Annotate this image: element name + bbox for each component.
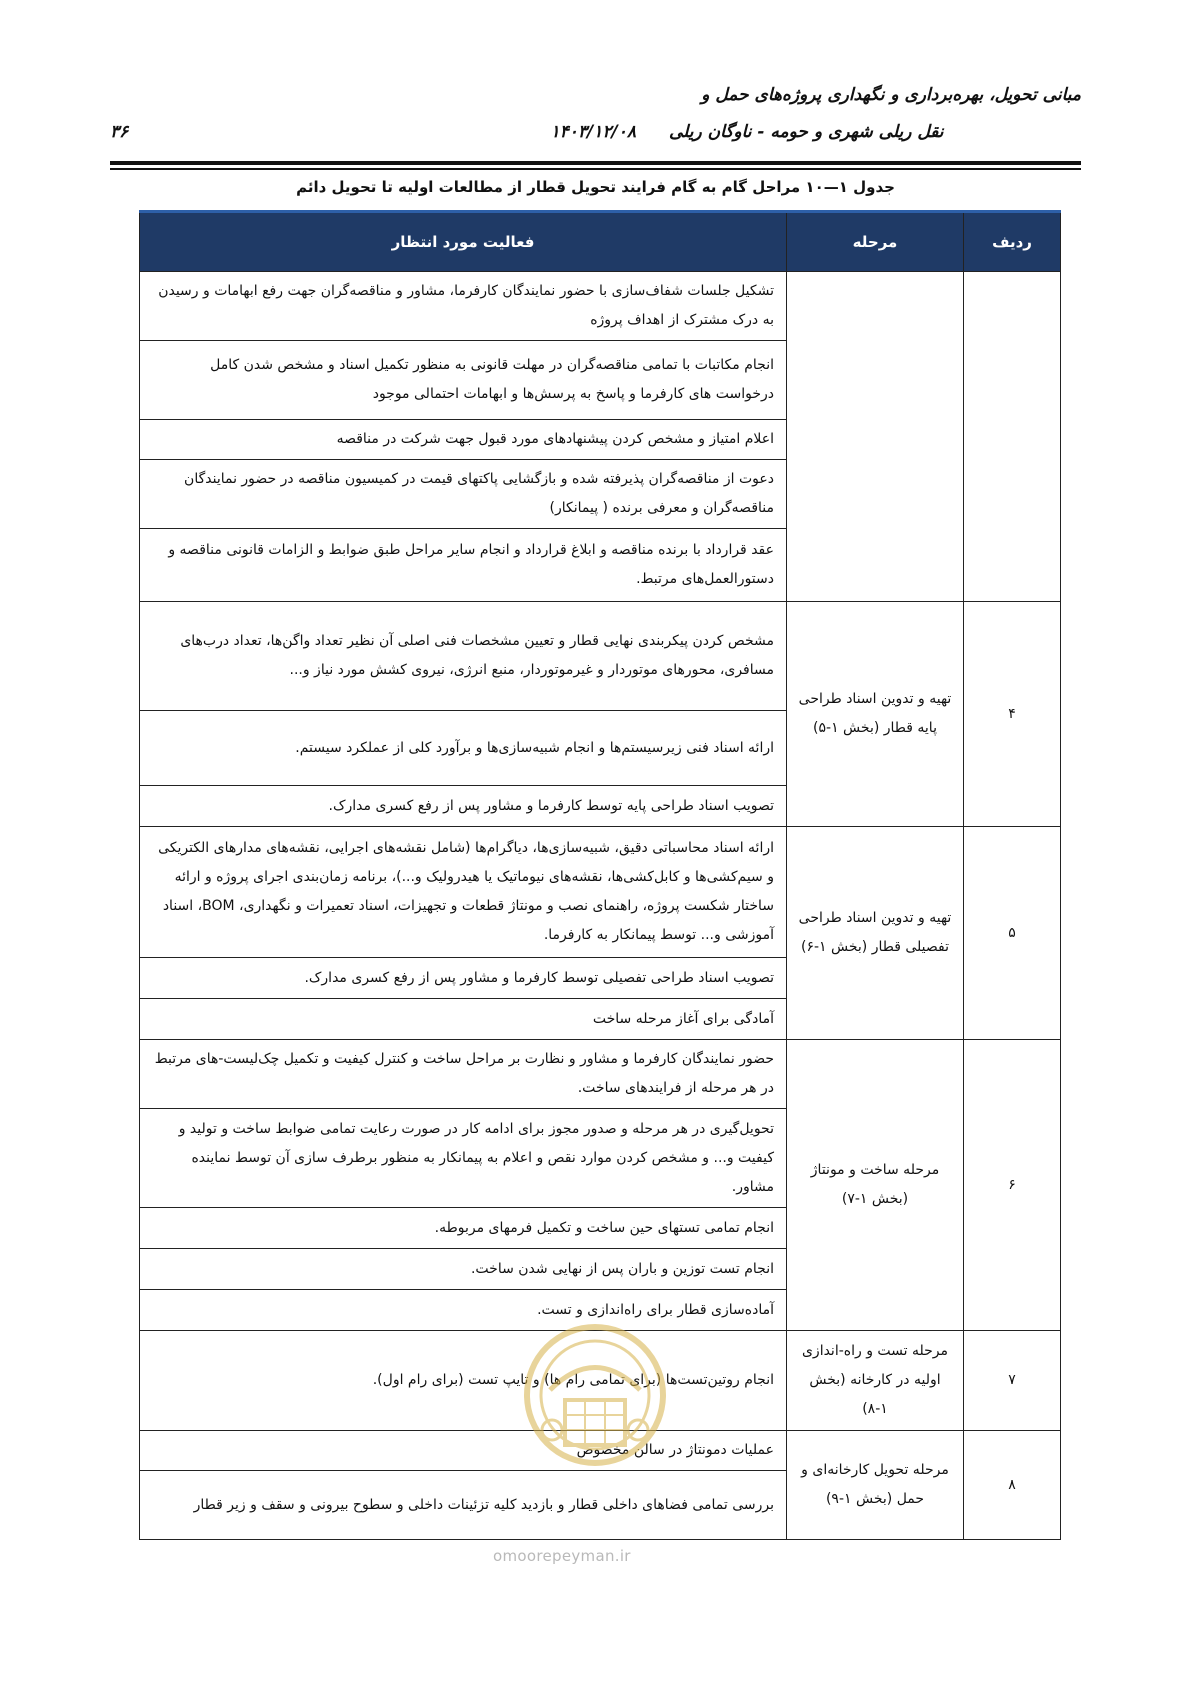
activity-cell: دعوت از مناقصه‌گران پذیرفته شده و بازگشایی پاکتهای قیمت در کمیسیون مناقصه در حضور نمایندگان مناقصه‌گران و معرفی برنده ( پیمانکار) <box>140 460 787 529</box>
stage-cell: مرحله ساخت و مونتاژ (بخش ۱-۷) <box>787 1040 964 1331</box>
activity-cell: آمادگی برای آغاز مرحله ساخت <box>140 999 787 1040</box>
activity-cell: اعلام امتیاز و مشخص کردن پیشنهادهای مورد قبول جهت شرکت در مناقصه <box>140 420 787 460</box>
table-header-row <box>140 212 1061 272</box>
activity-cell: انجام مکاتبات با تمامی مناقصه‌گران در مهلت قانونی به منظور تکمیل اسناد و مشخص شدن کامل درخواست های کارفرما و پاسخ به پرسش‌ها و ابهامات احتمالی موجود <box>140 341 787 420</box>
activity-cell: ارائه اسناد محاسباتی دقیق، شبیه‌سازی‌ها، دیاگرام‌ها (شامل نقشه‌های اجرایی، نقشه‌های مدارهای الکتریکی و سیم‌کشی‌ها و کابل‌کشی‌ها، نقشه‌های نیوماتیک یا هیدرولیک و...)، برنامه زمان‌بندی اجرای پروژه و ارائه ساختار شکست پروژه، راهنمای نصب و مونتاژ قطعات و تجهیزات، اسناد تعمیرات و نگهداری، BOM، اسناد آموزشی و... توسط پیمانکار به کارفرما. <box>140 827 787 958</box>
activity-cell: آماده‌سازی قطار برای راه‌اندازی و تست. <box>140 1290 787 1331</box>
row-number-cell: ۶ <box>964 1040 1061 1331</box>
page-header <box>110 75 1081 155</box>
header-stage: مرحله <box>787 212 964 272</box>
row-number-cell: ۷ <box>964 1331 1061 1431</box>
delivery-steps-table <box>139 210 1061 1540</box>
activity-cell: حضور نمایندگان کارفرما و مشاور و نظارت بر مراحل ساخت و کنترل کیفیت و تکمیل چک‌لیست-های مرتبط در هر مرحله از فرایندهای ساخت. <box>140 1040 787 1109</box>
document-title-line2: نقل ریلی شهری و حومه - ناوگان ریلی <box>669 122 944 142</box>
stage-cell: تهیه و تدوین اسناد طراحی پایه قطار (بخش ۱-۵) <box>787 602 964 827</box>
table-row <box>140 827 1061 958</box>
activity-cell: تصویب اسناد طراحی پایه توسط کارفرما و مشاور پس از رفع کسری مدارک. <box>140 786 787 827</box>
header-rule-thin <box>110 168 1081 170</box>
stage-cell: تهیه و تدوین اسناد طراحی تفصیلی قطار (بخش ۱-۶) <box>787 827 964 1040</box>
activity-cell: عقد قرارداد با برنده مناقصه و ابلاغ قرارداد و انجام سایر مراحل طبق ضوابط و الزامات قانونی مناقصه و دستورالعمل‌های مرتبط. <box>140 529 787 602</box>
watermark-url: omoorepeyman.ir <box>493 1547 631 1565</box>
activity-cell: عملیات دمونتاژ در سالن مخصوص <box>140 1431 787 1471</box>
row-number-cell: ۵ <box>964 827 1061 1040</box>
table-row <box>140 602 1061 711</box>
header-activity: فعالیت مورد انتظار <box>140 212 787 272</box>
activity-cell: مشخص کردن پیکربندی نهایی قطار و تعیین مشخصات فنی اصلی آن نظیر تعداد واگن‌ها، تعداد درب‌های مسافری، محورهای موتوردار و غیرموتوردار، منبع انرژی، نیروی کشش مورد نیاز و... <box>140 602 787 711</box>
table-row <box>140 1331 1061 1431</box>
activity-cell: انجام تست توزین و باران پس از نهایی شدن ساخت. <box>140 1249 787 1290</box>
activity-cell: انجام تمامی تستهای حین ساخت و تکمیل فرمهای مربوطه. <box>140 1208 787 1249</box>
table-caption: جدول ۱—۱۰ مراحل گام به گام فرایند تحویل قطار از مطالعات اولیه تا تحویل دائم <box>296 178 895 196</box>
activity-cell: تصویب اسناد طراحی تفصیلی توسط کارفرما و مشاور پس از رفع کسری مدارک. <box>140 958 787 999</box>
table-row <box>140 272 1061 341</box>
row-number-cell: ۴ <box>964 602 1061 827</box>
stage-cell <box>787 272 964 602</box>
table-row <box>140 1040 1061 1109</box>
row-number-cell <box>964 272 1061 602</box>
stage-cell: مرحله تست و راه-اندازی اولیه در کارخانه (بخش ۱-۸) <box>787 1331 964 1431</box>
header-rule-thick <box>110 161 1081 165</box>
activity-cell: بررسی تمامی فضاهای داخلی قطار و بازدید کلیه تزئینات داخلی و سطوح بیرونی و سقف و زیر قطار <box>140 1471 787 1540</box>
table-row <box>140 1431 1061 1471</box>
document-title-line1: مبانی تحویل، بهره‌برداری و نگهداری پروژه‌های حمل و <box>701 85 1081 105</box>
activity-cell: تشکیل جلسات شفاف‌سازی با حضور نمایندگان کارفرما، مشاور و مناقصه‌گران جهت رفع ابهامات و رسیدن به درک مشترک از اهداف پروژه <box>140 272 787 341</box>
activity-cell: تحویل‌گیری در هر مرحله و صدور مجوز برای ادامه کار در صورت رعایت تمامی ضوابط ساخت و تولید و کیفیت و... و مشخص کردن موارد نقص و اعلام به پیمانکار به منظور برطرف سازی آن توسط نماینده مشاور. <box>140 1109 787 1208</box>
row-number-cell: ۸ <box>964 1431 1061 1540</box>
page-number: ۳۶ <box>110 122 129 142</box>
activity-cell: انجام روتین‌تست‌ها (برای تمامی رام ها) و تایپ تست (برای رام اول). <box>140 1331 787 1431</box>
activity-cell: ارائه اسناد فنی زیرسیستم‌ها و انجام شبیه‌سازی‌ها و برآورد کلی از عملکرد سیستم. <box>140 711 787 786</box>
document-date: ۱۴۰۳/۱۲/۰۸ <box>550 122 636 142</box>
header-row-number: ردیف <box>964 212 1061 272</box>
stage-cell: مرحله تحویل کارخانه‌ای و حمل (بخش ۱-۹) <box>787 1431 964 1540</box>
